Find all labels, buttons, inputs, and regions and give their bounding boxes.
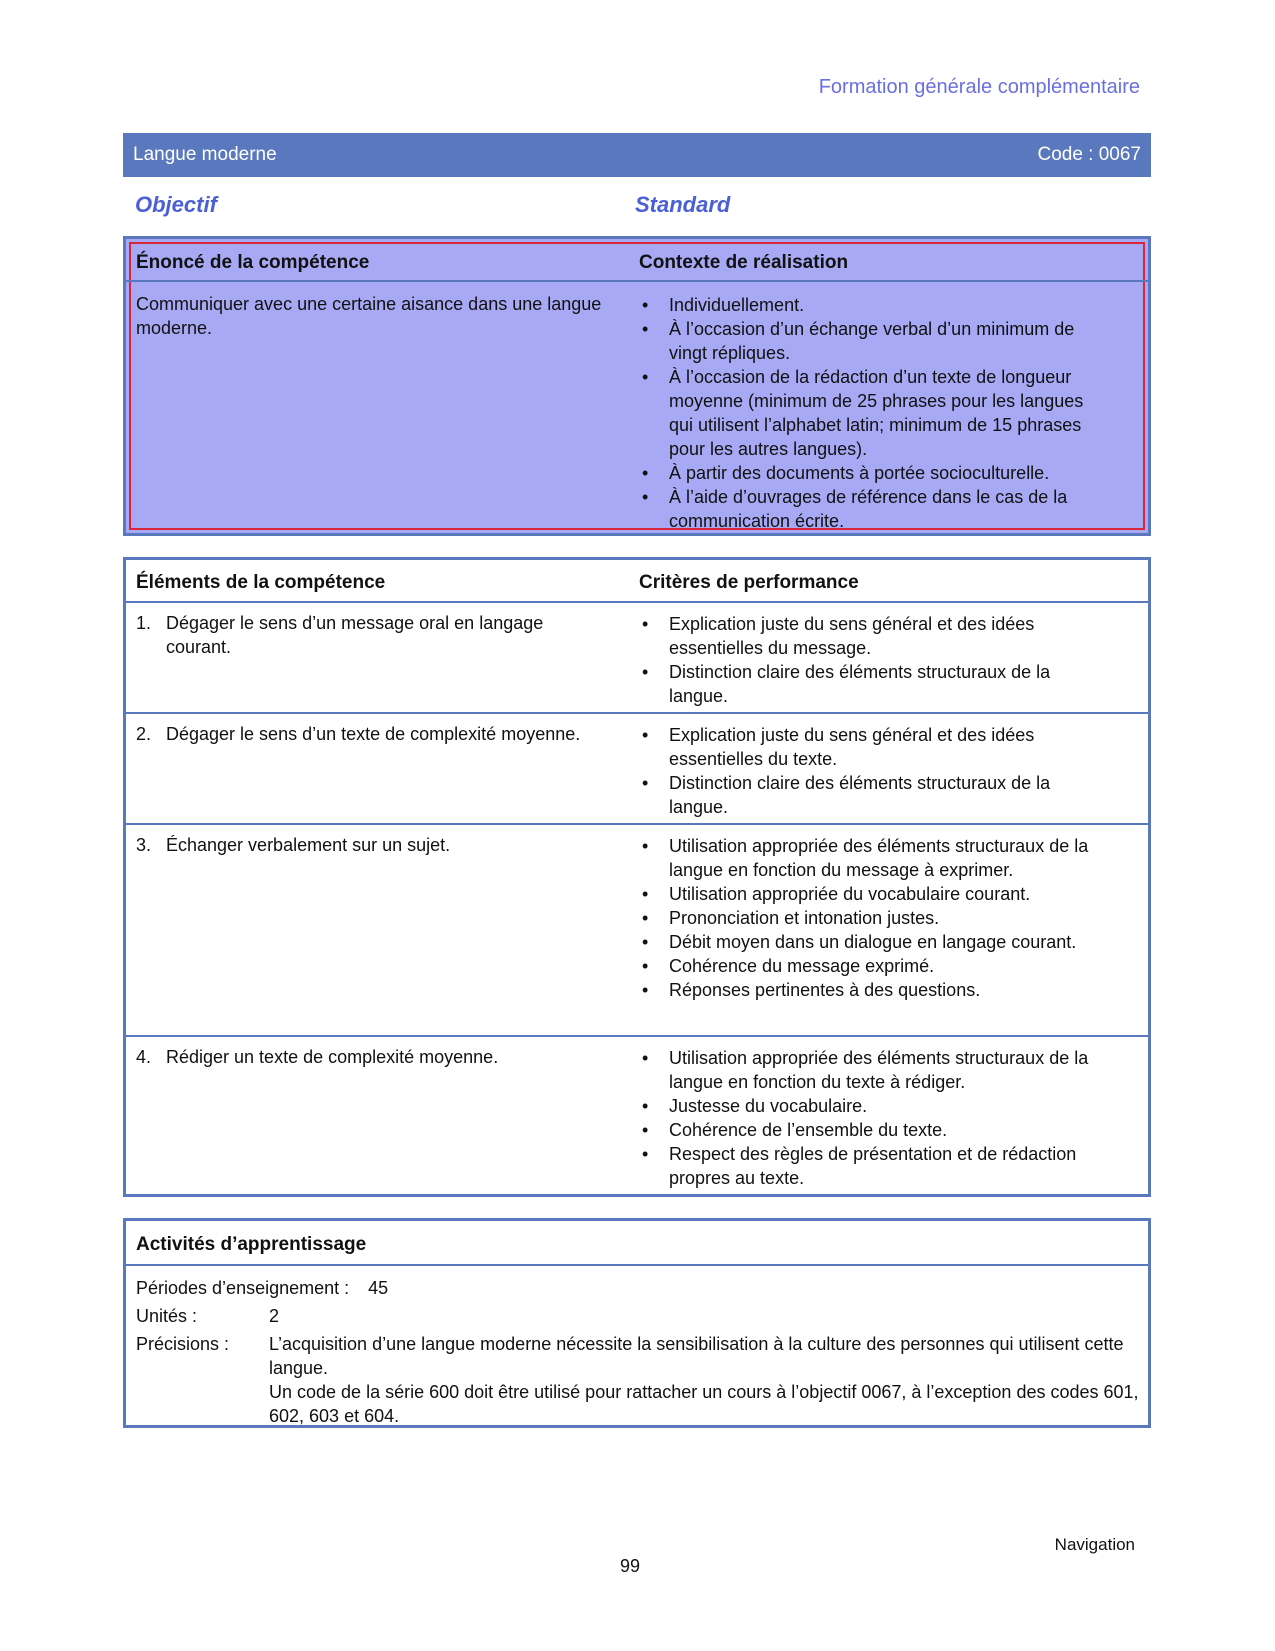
- navigation-link[interactable]: Navigation: [1054, 1535, 1135, 1554]
- competence-table: [123, 236, 1151, 536]
- elements-table: [123, 557, 1151, 1197]
- periods-label: Périodes d’enseignement :: [136, 1278, 350, 1298]
- element-number: 1.: [136, 613, 152, 633]
- context-item: • À l’occasion d’un échange verbal d’un minimum de vingt répliques.: [639, 317, 1109, 365]
- criteria-list: [639, 1046, 1119, 1190]
- context-item: • Individuellement.: [639, 293, 1109, 317]
- context-header: Contexte de réalisation: [639, 252, 849, 273]
- element-number: 2.: [136, 724, 152, 744]
- section-headings: [135, 192, 1135, 224]
- elements-header-row: [126, 560, 1148, 603]
- criteria-item: • Respect des règles de présentation et de rédaction propres au texte.: [639, 1142, 1119, 1190]
- activities-body: [126, 1266, 1148, 1425]
- element-text: Échanger verbalement sur un sujet.: [166, 835, 451, 855]
- criteria-item: • Débit moyen dans un dialogue en langage courant.: [639, 930, 1119, 954]
- activities-header: Activités d’apprentissage: [136, 1234, 367, 1255]
- activities-table: [123, 1218, 1151, 1428]
- competence-body-row: [126, 282, 1148, 533]
- criteria-list: [639, 612, 1109, 708]
- criteria-list: [639, 834, 1119, 1002]
- element-text: Dégager le sens d’un texte de complexité moyenne.: [166, 724, 581, 744]
- competence-header-row: [126, 239, 1148, 282]
- element-row: [126, 825, 1148, 1037]
- context-list: [639, 293, 1109, 533]
- criteria-item: • Utilisation appropriée des éléments structuraux de la langue en fonction du message à exprimer.: [639, 834, 1119, 882]
- standard-heading: Standard: [635, 192, 731, 217]
- elements-header: Éléments de la compétence: [136, 572, 386, 593]
- element-text: Rédiger un texte de complexité moyenne.: [166, 1047, 499, 1067]
- activities-header-row: [126, 1221, 1148, 1266]
- context-item: • À l’occasion de la rédaction d’un texte de longueur moyenne (minimum de 25 phrases pour les langues qui utilisent l’alphabet latin; minimum de 15 phrases pour les autres langues).: [639, 365, 1109, 461]
- element-number: 4.: [136, 1047, 152, 1067]
- element-row: [126, 1037, 1148, 1197]
- criteria-item: • Justesse du vocabulaire.: [639, 1094, 1119, 1118]
- periods-value: 45: [368, 1278, 389, 1298]
- context-item: • À partir des documents à portée socioculturelle.: [639, 461, 1109, 485]
- periods-line: [136, 1276, 388, 1300]
- criteria-item: • Explication juste du sens général et des idées essentielles du message.: [639, 612, 1109, 660]
- element-row: [126, 714, 1148, 825]
- competence-statement-header: Énoncé de la compétence: [136, 252, 370, 273]
- criteria-item: • Explication juste du sens général et des idées essentielles du texte.: [639, 723, 1109, 771]
- title-bar: [123, 133, 1151, 177]
- precisions-text: [269, 1332, 1139, 1428]
- precision-paragraph: L’acquisition d’une langue moderne nécessite la sensibilisation à la culture des personnes qui utilisent cette langue.: [269, 1334, 1124, 1378]
- context-item: • À l’aide d’ouvrages de référence dans le cas de la communication écrite.: [639, 485, 1109, 533]
- element-text: Dégager le sens d’un message oral en langage courant.: [166, 613, 544, 657]
- subject-code: Code : 0067: [1037, 144, 1141, 165]
- competence-statement: Communiquer avec une certaine aisance dans une langue moderne.: [136, 294, 602, 338]
- criteria-list: [639, 723, 1109, 819]
- objective-heading: Objectif: [135, 192, 217, 217]
- criteria-item: • Cohérence de l’ensemble du texte.: [639, 1118, 1119, 1142]
- criteria-item: • Réponses pertinentes à des questions.: [639, 978, 1119, 1002]
- criteria-item: • Distinction claire des éléments structuraux de la langue.: [639, 660, 1109, 708]
- page-number: 99: [619, 1556, 641, 1576]
- element-number: 3.: [136, 835, 152, 855]
- precisions-label: Précisions :: [136, 1334, 230, 1354]
- criteria-header: Critères de performance: [639, 572, 859, 593]
- units-line: [136, 1304, 336, 1328]
- criteria-item: • Utilisation appropriée des éléments structuraux de la langue en fonction du texte à rédiger.: [639, 1046, 1119, 1094]
- precision-paragraph: Un code de la série 600 doit être utilisé pour rattacher un cours à l’objectif 0067, à l’exception des codes 601, 602, 603 et 604.: [269, 1382, 1139, 1426]
- criteria-item: • Distinction claire des éléments structuraux de la langue.: [639, 771, 1109, 819]
- criteria-item: • Utilisation appropriée du vocabulaire courant.: [639, 882, 1119, 906]
- subject-title: Langue moderne: [133, 144, 277, 165]
- criteria-item: • Prononciation et intonation justes.: [639, 906, 1119, 930]
- units-label: Unités :: [136, 1306, 198, 1326]
- units-value: 2: [269, 1306, 280, 1326]
- criteria-item: • Cohérence du message exprimé.: [639, 954, 1119, 978]
- element-row: [126, 603, 1148, 714]
- document-section-title: Formation générale complémentaire: [818, 76, 1140, 98]
